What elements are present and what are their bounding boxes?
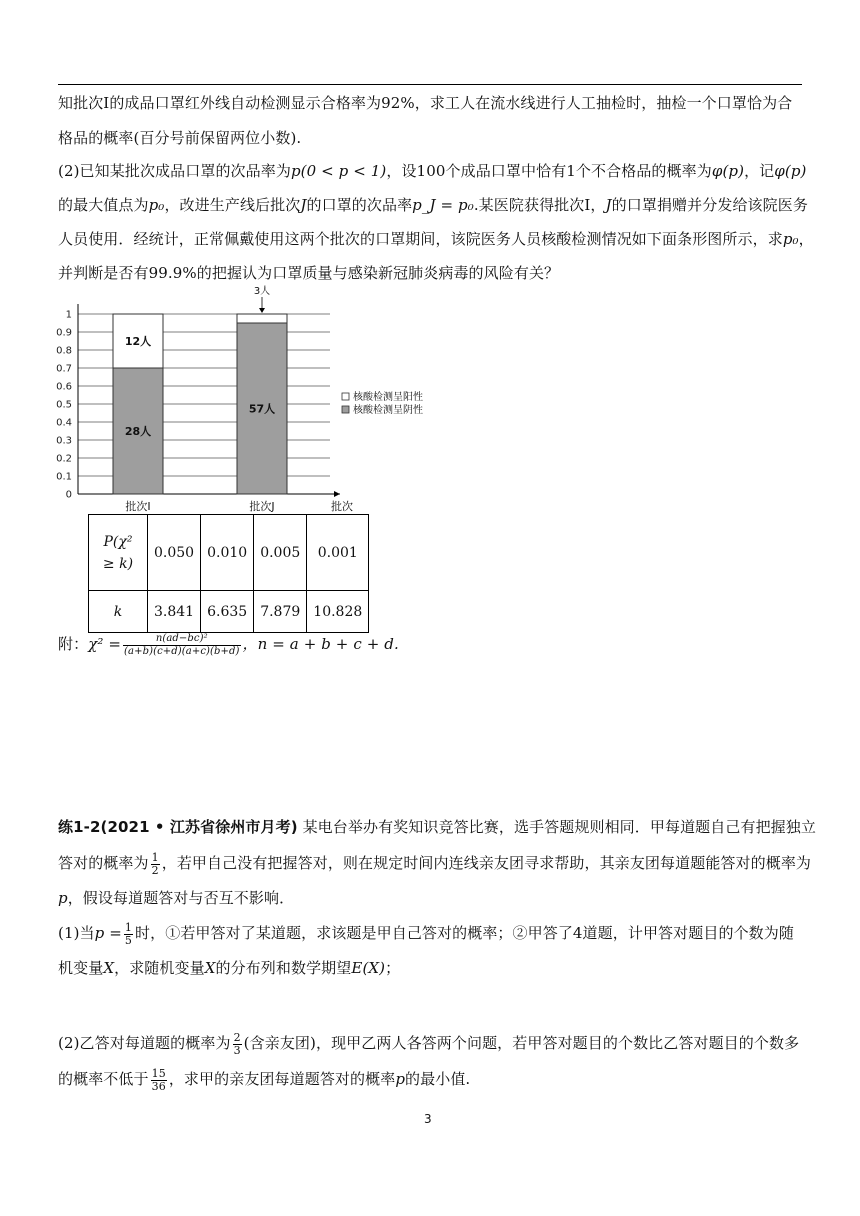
bar-segment: [237, 314, 287, 323]
y-tick-label: 0.8: [56, 345, 72, 357]
table-cell: 7.879: [254, 591, 307, 633]
y-tick-label: 0.4: [56, 417, 72, 429]
problem1-line2: 格品的概率(百分号前保留两位小数).: [58, 129, 302, 147]
table-cell: 0.001: [307, 515, 369, 591]
x-tick-label: 批次J: [249, 500, 275, 513]
x-axis-label: 批次: [331, 500, 353, 513]
x-tick-label: 批次I: [125, 500, 151, 513]
y-tick-label: 0.9: [56, 327, 72, 339]
chi-square-formula: 附：χ² = $\frac{\text{n(ad−bc)²}}{(a+b)(c+d)(a+c)(b+d)}$ ，n = a + b + c + d.: [58, 632, 399, 657]
problem1-line4: 的最大值点为p₀，改进生产线后批次J的口罩的次品率p_J = p₀.某医院获得批次Ⅰ，J的口罩捐赠并分发给该院医务: [58, 196, 808, 214]
problem2-line5: 机变量X，求随机变量X的分布列和数学期望E(X)；: [58, 959, 401, 977]
problem1-line6: 并判断是否有99.9%的把握认为口罩质量与感染新冠肺炎病毒的风险有关？: [58, 264, 560, 282]
legend-swatch: [342, 406, 349, 413]
page-number: 3: [424, 1112, 432, 1126]
problem2-line4: (1)当p = $\frac{1}{5}$ 时，①若甲答对了某道题，求该题是甲自己答对的概率；②甲答了4道题，计甲答对题目的个数为随: [58, 920, 794, 947]
y-tick-label: 0.6: [56, 381, 72, 393]
table-head-p: P(χ² ≥ k): [89, 515, 148, 591]
table-head-k: k: [89, 591, 148, 633]
x-axis-arrow: [334, 491, 340, 497]
problem2-line7: 的概率不低于 $\frac{15}{36}$ ，求甲的亲友团每道题答对的概率p的最小值.: [58, 1066, 471, 1093]
data-label-arrowhead: [259, 308, 265, 313]
problem2-line3: p，假设每道题答对与否互不影响．: [58, 889, 295, 907]
table-cell: 3.841: [148, 591, 201, 633]
data-label: 28人: [124, 425, 152, 438]
y-tick-label: 0: [65, 489, 72, 501]
problem2-line6: (2)乙答对每道题的概率为 $\frac{2}{3}$ (含亲友团)，现甲乙两人各答两个问题，若甲答对题目的个数比乙答对题目的个数多: [58, 1030, 800, 1057]
problem1-line1: 知批次Ⅰ的成品口罩红外线自动检测显示合格率为92%，求工人在流水线进行人工抽检时，抽检一个口罩恰为合: [58, 94, 793, 112]
legend-label: 核酸检测呈阳性: [353, 392, 423, 403]
stacked-bar-chart: [50, 286, 470, 514]
data-label: 3人: [253, 286, 271, 297]
y-tick-label: 0.7: [56, 363, 72, 375]
problem2-line1: 练1-2(2021 • 江苏省徐州市月考) 某电台举办有奖知识竞答比赛，选手答题规则相同．甲每道题自己有把握独立: [58, 818, 816, 836]
chi-square-table: [88, 514, 369, 633]
header-rule: [58, 84, 802, 85]
y-tick-label: 0.1: [56, 471, 72, 483]
legend-swatch: [342, 393, 349, 400]
y-tick-label: 1: [65, 309, 72, 321]
data-label: 57人: [248, 402, 276, 416]
data-label: 12人: [124, 335, 152, 348]
y-tick-label: 0.5: [56, 399, 72, 411]
table-cell: 0.005: [254, 515, 307, 591]
y-tick-label: 0.3: [56, 435, 72, 447]
problem1-line3: (2)已知某批次成品口罩的次品率为p(0 < p < 1)，设100个成品口罩中恰有1个不合格品的概率为φ(p)，记φ(p): [58, 162, 807, 180]
table-cell: 6.635: [201, 591, 254, 633]
table-cell: 10.828: [307, 591, 369, 633]
table-row: [89, 515, 369, 591]
table-cell: 0.010: [201, 515, 254, 591]
table-cell: 0.050: [148, 515, 201, 591]
problem1-line5: 人员使用．经统计，正常佩戴使用这两个批次的口罩期间，该院医务人员核酸检测情况如下面条形图所示，求p₀，: [58, 230, 814, 248]
y-tick-label: 0.2: [56, 453, 72, 465]
legend-label: 核酸检测呈阴性: [353, 405, 423, 416]
table-row: [89, 591, 369, 633]
problem2-line2: 答对的概率为 $\frac{1}{2}$ ，若甲自己没有把握答对，则在规定时间内连线亲友团寻求帮助，其亲友团每道题能答对的概率为: [58, 850, 812, 877]
